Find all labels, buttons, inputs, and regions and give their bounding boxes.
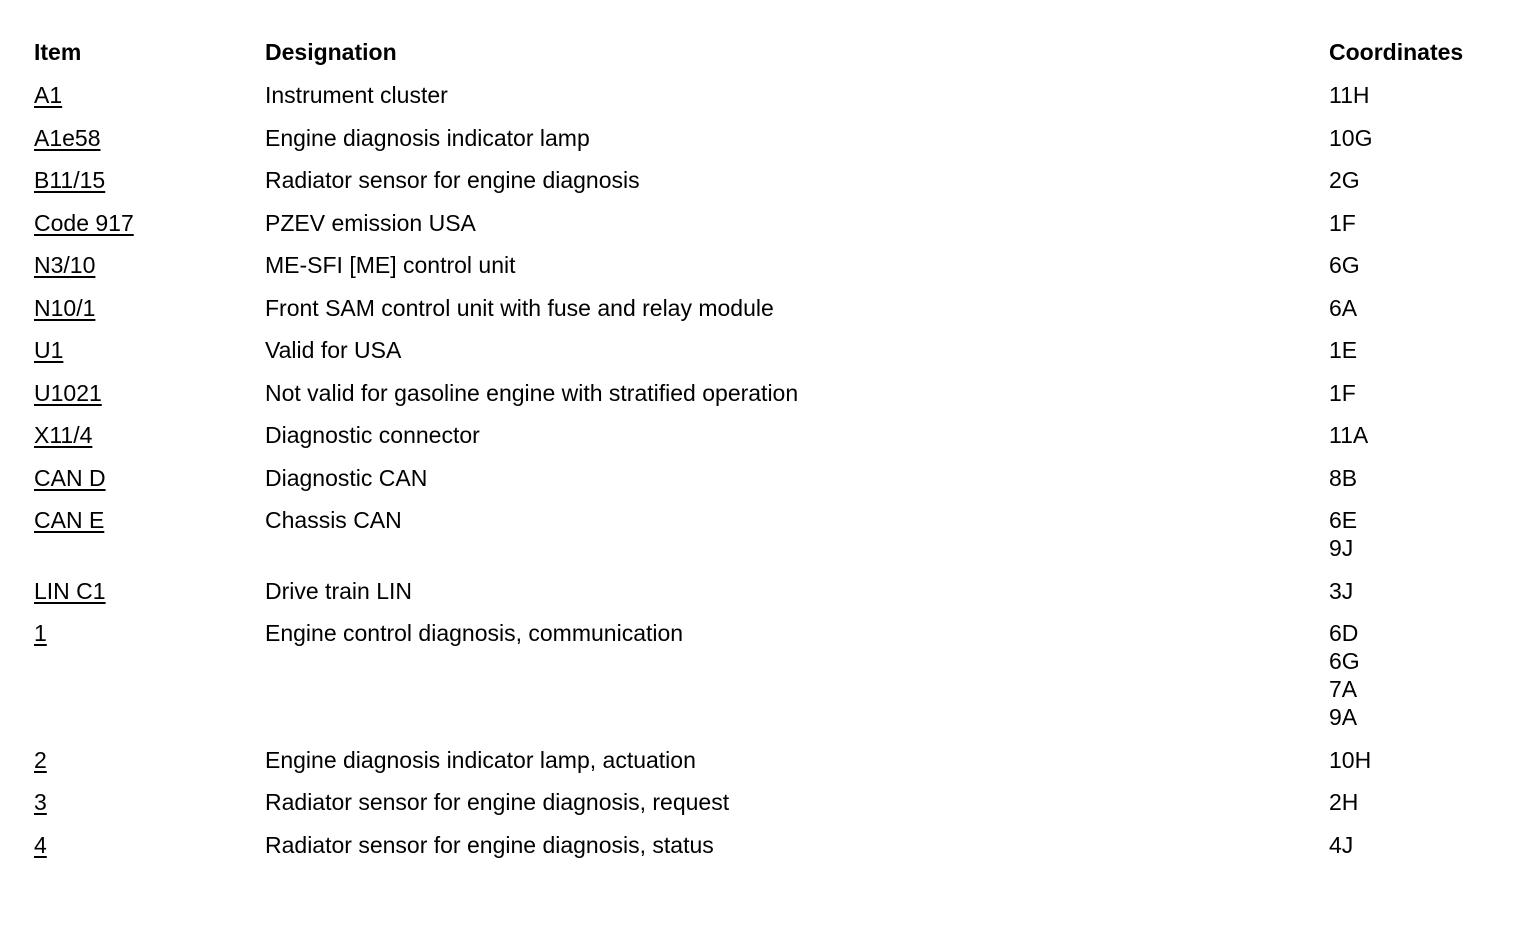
item-link[interactable]: Code 917 <box>34 209 134 236</box>
coordinate-value: 2H <box>1329 789 1359 815</box>
coordinates-cell <box>1329 81 1494 109</box>
designation-cell: Instrument cluster <box>265 82 448 108</box>
designation-cell: Radiator sensor for engine diagnosis, request <box>265 789 730 815</box>
item-cell <box>34 619 265 647</box>
item-cell <box>34 209 265 237</box>
item-cell <box>34 831 265 859</box>
designation-cell: Not valid for gasoline engine with stratified operation <box>265 379 799 406</box>
coordinate-value: 2G <box>1329 167 1360 193</box>
coordinates-cell <box>1329 166 1494 194</box>
table-row <box>34 379 1494 407</box>
table-row <box>34 166 1494 194</box>
coordinates-cell <box>1329 379 1494 407</box>
table-row <box>34 577 1494 605</box>
table-row <box>34 209 1494 237</box>
designation-cell: Front SAM control unit with fuse and relay module <box>265 294 774 321</box>
item-link[interactable]: CAN E <box>34 507 105 533</box>
coordinates-cell <box>1329 209 1494 237</box>
designation-cell: Diagnostic CAN <box>265 464 428 491</box>
coordinates-cell <box>1329 464 1494 492</box>
coordinates-cell <box>1329 294 1494 322</box>
item-link[interactable]: 1 <box>34 620 47 646</box>
item-cell <box>34 294 265 322</box>
coordinate-value: 10G <box>1329 124 1373 151</box>
coordinates-cell <box>1329 831 1494 859</box>
item-cell <box>34 421 265 449</box>
designation-cell: Drive train LIN <box>265 577 412 604</box>
item-cell <box>34 379 265 407</box>
item-cell <box>34 251 265 279</box>
coordinate-value: 6D <box>1329 620 1359 646</box>
coordinate-value: 7A <box>1329 676 1358 702</box>
header-coordinates: Coordinates <box>1329 39 1464 65</box>
item-link[interactable]: 4 <box>34 831 47 858</box>
designation-cell: ME-SFI [ME] control unit <box>265 252 516 278</box>
header-designation: Designation <box>265 39 397 65</box>
table-row <box>34 464 1494 492</box>
coordinates-cell <box>1329 788 1494 816</box>
coordinates-cell <box>1329 577 1494 605</box>
designation-cell: Radiator sensor for engine diagnosis, status <box>265 831 714 858</box>
coordinates-cell <box>1329 251 1494 279</box>
coordinate-value: 1E <box>1329 337 1358 363</box>
coordinates-cell <box>1329 619 1494 731</box>
coordinate-value: 1F <box>1329 209 1356 236</box>
item-link[interactable]: 3 <box>34 789 47 815</box>
item-link[interactable]: 2 <box>34 746 47 773</box>
coordinates-cell <box>1329 506 1494 562</box>
item-link[interactable]: N3/10 <box>34 252 96 278</box>
table-row <box>34 619 1494 731</box>
coordinate-value: 6A <box>1329 294 1358 321</box>
item-link[interactable]: X11/4 <box>34 422 93 448</box>
designation-cell: Diagnostic connector <box>265 422 480 448</box>
coordinates-cell <box>1329 336 1494 364</box>
header-item: Item <box>34 39 82 65</box>
coordinate-value: 1F <box>1329 379 1356 406</box>
coordinate-value: 9J <box>1329 535 1354 561</box>
item-cell <box>34 746 265 774</box>
table-row <box>34 746 1494 774</box>
coordinate-value: 8B <box>1329 464 1358 491</box>
coordinate-value: 11A <box>1329 422 1369 448</box>
coordinate-value: 6G <box>1329 648 1360 674</box>
coordinates-cell <box>1329 421 1494 449</box>
designation-cell: Engine diagnosis indicator lamp <box>265 124 590 151</box>
item-link[interactable]: N10/1 <box>34 294 96 321</box>
table-row <box>34 788 1494 816</box>
table-header <box>34 38 1494 81</box>
designation-cell: Chassis CAN <box>265 507 402 533</box>
item-link[interactable]: A1 <box>34 82 63 108</box>
item-cell <box>34 788 265 816</box>
table-row <box>34 421 1494 449</box>
coordinate-value: 11H <box>1329 82 1370 108</box>
designation-cell: Engine control diagnosis, communication <box>265 620 684 646</box>
table-row <box>34 506 1494 562</box>
item-cell <box>34 577 265 605</box>
coordinate-value: 9A <box>1329 704 1358 730</box>
table-row <box>34 124 1494 152</box>
item-link[interactable]: CAN D <box>34 464 106 491</box>
item-link[interactable]: U1 <box>34 337 64 363</box>
coordinate-value: 6E <box>1329 507 1358 533</box>
designation-cell: PZEV emission USA <box>265 209 476 236</box>
table-row <box>34 251 1494 279</box>
table-row <box>34 336 1494 364</box>
designation-cell: Valid for USA <box>265 337 402 363</box>
wiring-legend-table <box>34 38 1494 873</box>
designation-cell: Engine diagnosis indicator lamp, actuation <box>265 746 696 773</box>
coordinate-value: 6G <box>1329 252 1360 278</box>
item-link[interactable]: LIN C1 <box>34 577 106 604</box>
coordinates-cell <box>1329 746 1494 774</box>
item-cell <box>34 81 265 109</box>
table-body <box>34 81 1494 859</box>
table-row <box>34 831 1494 859</box>
coordinates-cell <box>1329 124 1494 152</box>
item-cell <box>34 124 265 152</box>
table-row <box>34 81 1494 109</box>
item-link[interactable]: A1e58 <box>34 124 101 151</box>
table-row <box>34 294 1494 322</box>
item-cell <box>34 166 265 194</box>
item-link[interactable]: B11/15 <box>34 167 106 193</box>
item-cell <box>34 506 265 534</box>
item-link[interactable]: U1021 <box>34 379 102 406</box>
item-cell <box>34 464 265 492</box>
coordinate-value: 10H <box>1329 746 1372 773</box>
designation-cell: Radiator sensor for engine diagnosis <box>265 167 640 193</box>
item-cell <box>34 336 265 364</box>
coordinate-value: 3J <box>1329 577 1354 604</box>
coordinate-value: 4J <box>1329 831 1354 858</box>
